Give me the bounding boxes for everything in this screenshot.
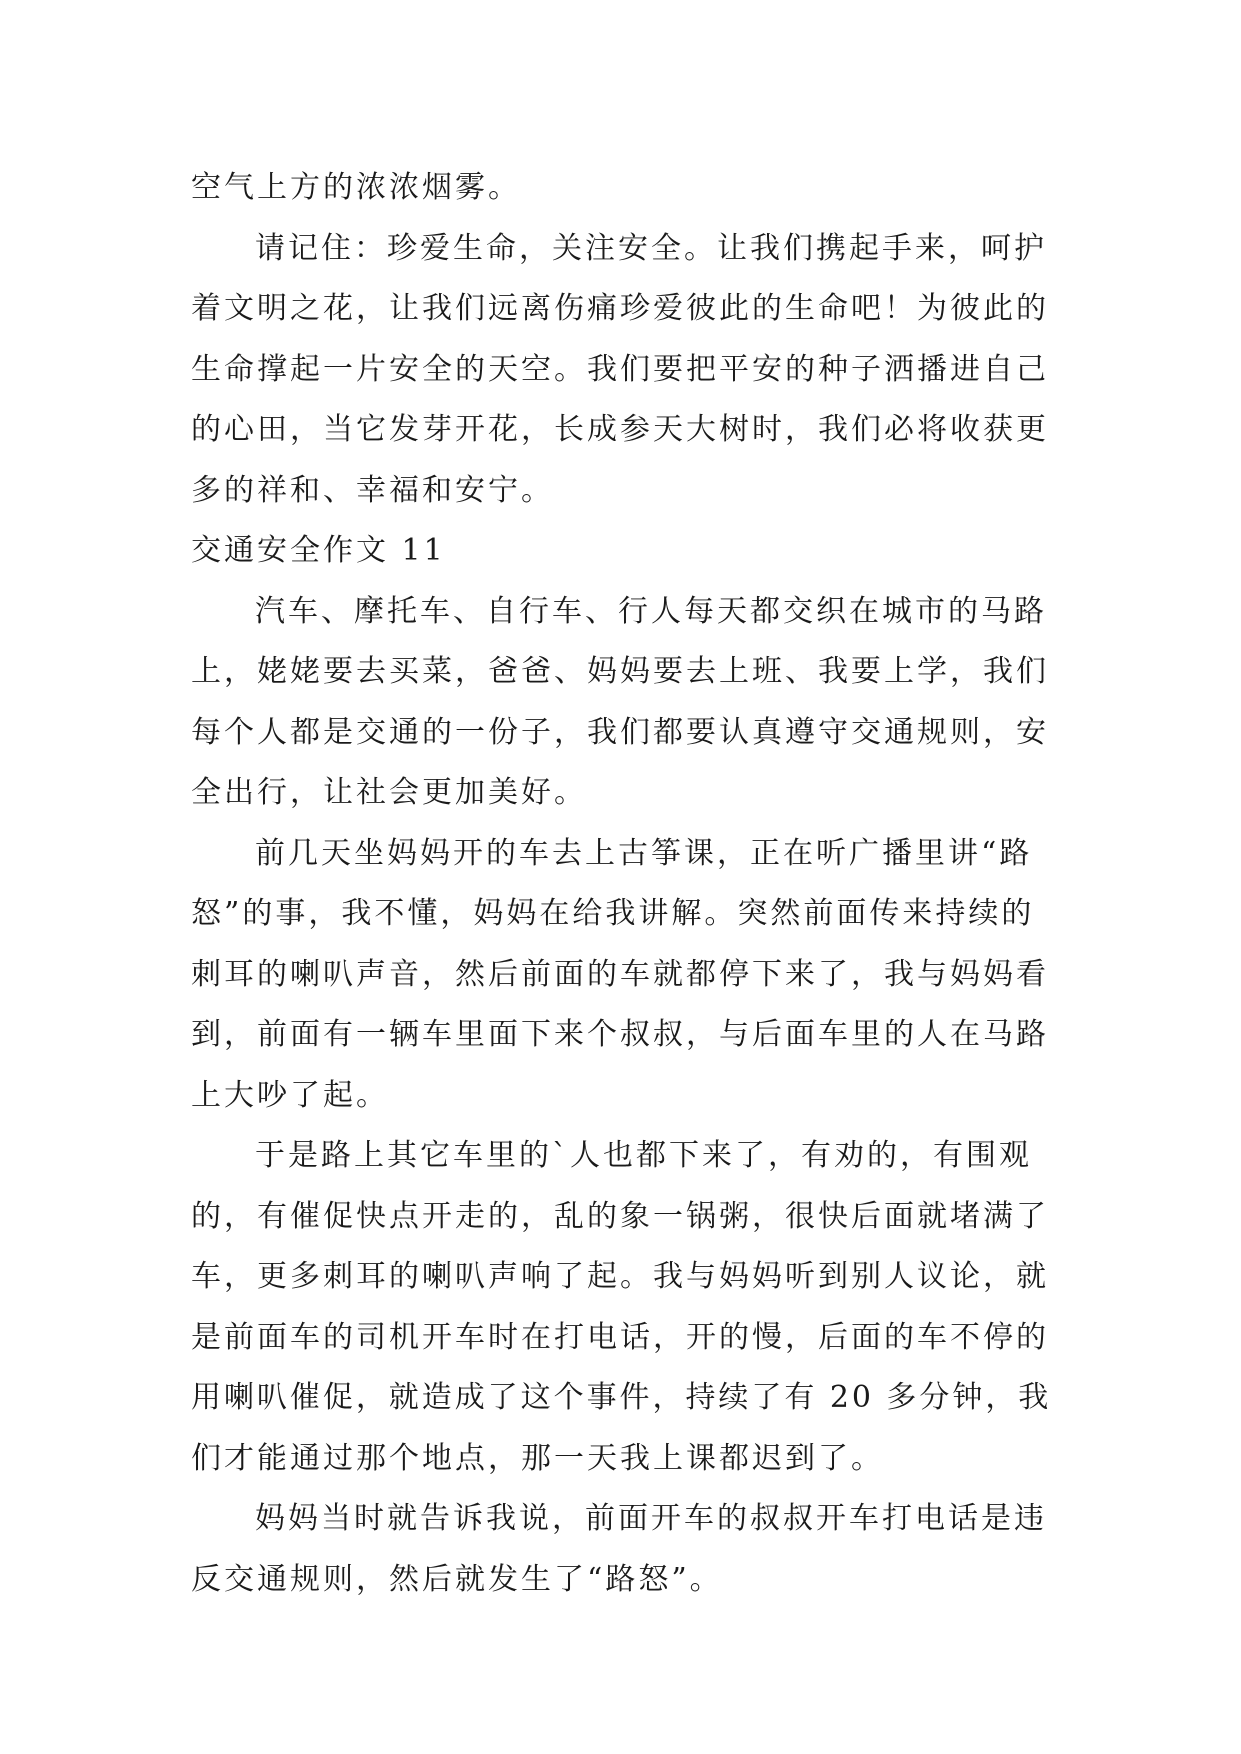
text-line: 空气上方的浓浓烟雾。	[191, 170, 521, 205]
text-line: 是前面车的司机开车时在打电话，开的慢，后面的车不停的	[191, 1319, 1049, 1355]
section-heading	[191, 521, 1051, 582]
text-line: 反交通规则，然后就发生了“路怒”。	[191, 1561, 723, 1597]
paragraph	[191, 219, 1051, 522]
paragraph	[191, 1489, 1051, 1610]
text-line: 多的祥和、幸福和安宁。	[191, 472, 554, 508]
text-line: 用喇叭催促，就造成了这个事件，持续了有 20 多分钟，我	[191, 1380, 1052, 1415]
text-line: 到，前面有一辆车里面下来个叔叔，与后面车里的人在马路	[191, 1017, 1049, 1052]
text-line: 全出行，让社会更加美好。	[191, 775, 587, 810]
text-line: 车，更多刺耳的喇叭声响了起。我与妈妈听到别人议论，就	[191, 1259, 1049, 1294]
text-line: 每个人都是交通的一份子，我们都要认真遵守交通规则，安	[191, 714, 1049, 750]
paragraph	[191, 824, 1051, 1127]
paragraph	[191, 1126, 1051, 1489]
text-line: 于是路上其它车里的`人也都下来了，有劝的，有围观	[255, 1138, 1032, 1173]
document-body	[191, 158, 1051, 1610]
paragraph	[191, 158, 1051, 219]
text-line: 刺耳的喇叭声音，然后前面的车就都停下来了，我与妈妈看	[191, 956, 1049, 992]
text-line: 请记住：珍爱生命，关注安全。让我们携起手来，呵护	[255, 230, 1047, 266]
text-line: 的心田，当它发芽开花，长成参天大树时，我们必将收获更	[191, 412, 1049, 447]
text-line: 汽车、摩托车、自行车、行人每天都交织在城市的马路	[255, 593, 1047, 629]
text-line: 着文明之花，让我们远离伤痛珍爱彼此的生命吧！为彼此的	[191, 291, 1049, 326]
text-line: 前几天坐妈妈开的车去上古筝课，正在听广播里讲“路	[255, 835, 1033, 871]
text-line: 上大吵了起。	[191, 1077, 389, 1113]
text-line: 生命撑起一片安全的天空。我们要把平安的种子洒播进自己	[191, 351, 1049, 387]
text-line: 上，姥姥要去买菜，爸爸、妈妈要去上班、我要上学，我们	[191, 654, 1049, 689]
text-line: 们才能通过那个地点，那一天我上课都迟到了。	[191, 1440, 884, 1476]
text-line: 妈妈当时就告诉我说，前面开车的叔叔开车打电话是违	[255, 1501, 1047, 1536]
text-line: 怒”的事，我不懂，妈妈在给我讲解。突然前面传来持续的	[191, 896, 1035, 931]
paragraph	[191, 582, 1051, 824]
heading-text: 交通安全作文 11	[191, 533, 446, 568]
text-line: 的，有催促快点开走的，乱的象一锅粥，很快后面就堵满了	[191, 1198, 1049, 1234]
